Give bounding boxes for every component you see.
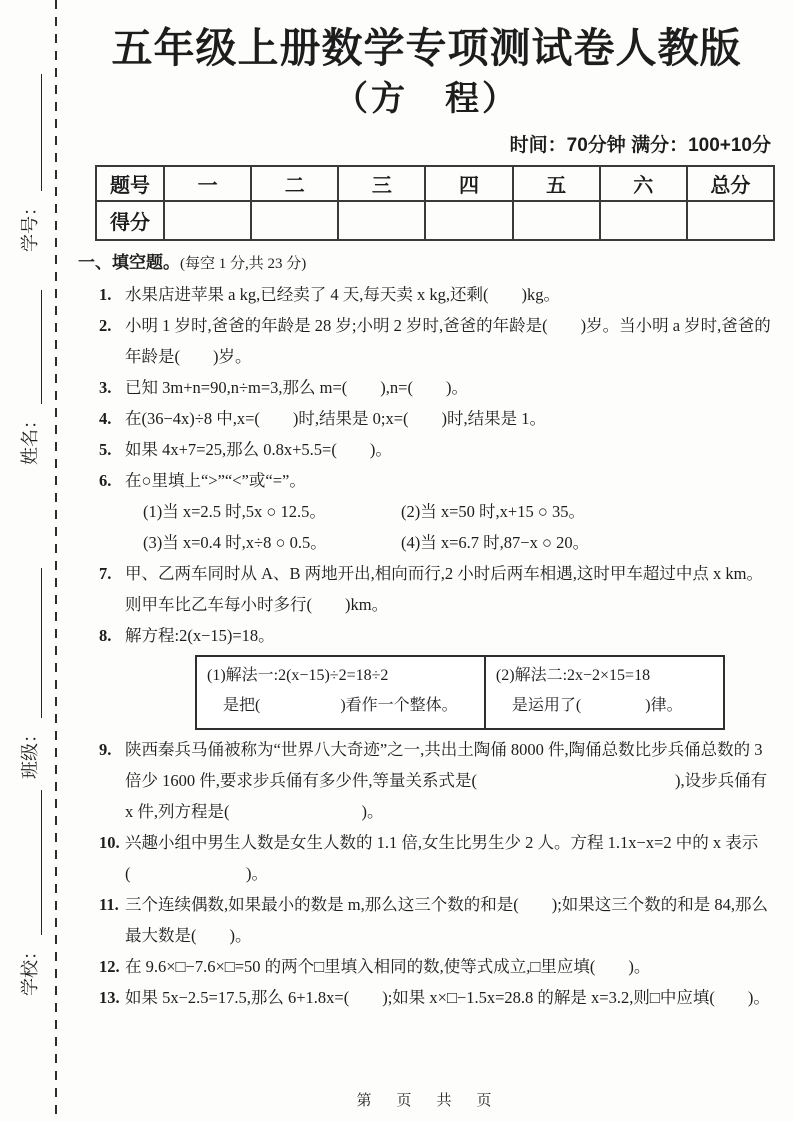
score-cell-1	[251, 201, 338, 240]
score-table-score-row	[96, 201, 774, 240]
question-6-subitems	[143, 496, 775, 558]
seal-item-1	[12, 290, 42, 465]
question-number-11: 11.	[99, 894, 119, 914]
question-text-3: 已知 3m+n=90,n÷m=3,那么 m=( ),n=( )。	[125, 377, 468, 397]
question-text-1: 水果店进苹果 a kg,已经卖了 4 天,每天卖 x kg,还剩( )kg。	[125, 284, 560, 304]
seal-write-line-2	[26, 568, 42, 718]
score-row-label: 得分	[96, 201, 164, 240]
question-number-3: 3.	[99, 377, 112, 397]
solution-box-left-cell	[197, 657, 484, 728]
solution-box-right-cell	[484, 657, 723, 728]
score-cell-4	[513, 201, 600, 240]
question-number-8: 8.	[99, 625, 112, 645]
question-9	[99, 734, 775, 827]
question-11	[99, 889, 775, 951]
question-3	[99, 372, 775, 403]
score-cell-5	[600, 201, 687, 240]
question-13	[99, 982, 775, 1013]
question-text-9: 陕西秦兵马俑被称为“世界八大奇迹”之一,共出土陶俑 8000 件,陶俑总数比步兵俑总数的 3 倍少 1600 件,要求步兵俑有多少件,等量关系式是( ),设步兵俑有 x 件,列方程是( )。	[125, 739, 768, 821]
score-cell-2	[338, 201, 425, 240]
score-header-cell-4: 四	[425, 166, 512, 201]
question-text-11: 三个连续偶数,如果最小的数是 m,那么这三个数的和是( );如果这三个数的和是 84,那么最大数是( )。	[125, 894, 769, 945]
question-number-2: 2.	[99, 315, 112, 335]
seal-write-line-0	[26, 74, 42, 191]
question-6-subitem-2: (2)当 x=50 时,x+15 ○ 35。	[401, 501, 585, 521]
question-8	[99, 620, 775, 730]
seal-dashed-line	[55, 0, 57, 1122]
time-score-note: 时间：70分钟 满分：100+10分	[509, 134, 771, 156]
main-content	[78, 0, 775, 1013]
solution-left-line-1: (1)解法一:2(x−15)÷2=18÷2	[207, 666, 389, 684]
question-5	[99, 434, 775, 465]
solution-box	[195, 655, 725, 730]
seal-label-3: 学校：	[20, 942, 40, 996]
question-7	[99, 558, 775, 620]
score-table-body	[96, 166, 774, 240]
question-4	[99, 403, 775, 434]
seal-item-2	[12, 568, 42, 779]
question-number-9: 9.	[99, 739, 112, 759]
question-6-subitem-3: (3)当 x=0.4 时,x÷8 ○ 0.5。	[143, 532, 327, 552]
seal-write-line-3	[26, 790, 42, 935]
seal-label-1: 姓名：	[20, 411, 40, 465]
seal-write-line-1	[26, 290, 42, 404]
question-1	[99, 279, 775, 310]
score-cell-3	[425, 201, 512, 240]
score-header-cell-2: 二	[251, 166, 338, 201]
question-text-2: 小明 1 岁时,爸爸的年龄是 28 岁;小明 2 岁时,爸爸的年龄是( )岁。当小明 a 岁时,爸爸的年龄是( )岁。	[125, 315, 771, 366]
question-6	[99, 465, 775, 558]
score-header-cell-7: 总分	[687, 166, 774, 201]
score-table	[95, 165, 775, 241]
page-footer: 第 页 共 页	[356, 1093, 497, 1109]
question-number-4: 4.	[99, 408, 112, 428]
question-6-subitem-1: (1)当 x=2.5 时,5x ○ 12.5。	[143, 501, 326, 521]
score-table-header-row	[96, 166, 774, 201]
question-text-6: 在○里填上“>”“<”或“=”。	[125, 470, 306, 490]
score-cell-6	[687, 201, 774, 240]
question-number-13: 13.	[99, 987, 120, 1007]
question-text-5: 如果 4x+7=25,那么 0.8x+5.5=( )。	[125, 439, 392, 459]
question-number-5: 5.	[99, 439, 112, 459]
score-header-cell-0: 题号	[96, 166, 164, 201]
question-text-13: 如果 5x−2.5=17.5,那么 6+1.8x=( );如果 x×□−1.5x=28.8 的解是 x=3.2,则□中应填( )。	[125, 987, 770, 1007]
question-12	[99, 951, 775, 982]
question-number-12: 12.	[99, 956, 120, 976]
score-header-cell-3: 三	[338, 166, 425, 201]
paper-title: 五年级上册数学专项测试卷人教版	[111, 25, 742, 71]
question-list	[78, 279, 775, 1013]
solution-right-line-2: 是运用了( )律。	[511, 696, 683, 714]
score-header-cell-6: 六	[600, 166, 687, 201]
seal-label-0: 学号：	[20, 198, 40, 252]
section-heading-title: 一、填空题。	[78, 252, 180, 272]
seal-item-3	[12, 790, 42, 996]
question-6-subitem-4: (4)当 x=6.7 时,87−x ○ 20。	[401, 532, 590, 552]
seal-label-2: 班级：	[20, 725, 40, 779]
question-text-12: 在 9.6×□−7.6×□=50 的两个□里填入相同的数,使等式成立,□里应填( )。	[125, 956, 651, 976]
question-text-10: 兴趣小组中男生人数是女生人数的 1.1 倍,女生比男生少 2 人。方程 1.1x−x=2 中的 x 表示( )。	[125, 832, 759, 883]
question-text-7: 甲、乙两车同时从 A、B 两地开出,相向而行,2 小时后两车相遇,这时甲车超过中点 x km。则甲车比乙车每小时多行( )km。	[125, 563, 764, 614]
score-header-cell-5: 五	[513, 166, 600, 201]
score-cell-0	[164, 201, 251, 240]
question-number-10: 10.	[99, 832, 120, 852]
solution-left-line-2: 是把( )看作一个整体。	[223, 696, 458, 714]
section-heading	[78, 250, 775, 277]
section-heading-note: (每空 1 分,共 23 分)	[180, 255, 307, 272]
question-10	[99, 827, 775, 889]
question-2	[99, 310, 775, 372]
question-text-8: 解方程:2(x−15)=18。	[125, 625, 275, 645]
question-text-4: 在(36−4x)÷8 中,x=( )时,结果是 0;x=( )时,结果是 1。	[125, 408, 547, 428]
seal-item-0	[12, 74, 42, 252]
question-number-7: 7.	[99, 563, 112, 583]
score-header-cell-1: 一	[164, 166, 251, 201]
question-number-6: 6.	[99, 470, 112, 490]
solution-right-line-1: (2)解法二:2x−2×15=18	[495, 666, 651, 684]
paper-subtitle: （方 程）	[334, 80, 519, 119]
question-number-1: 1.	[99, 284, 112, 304]
